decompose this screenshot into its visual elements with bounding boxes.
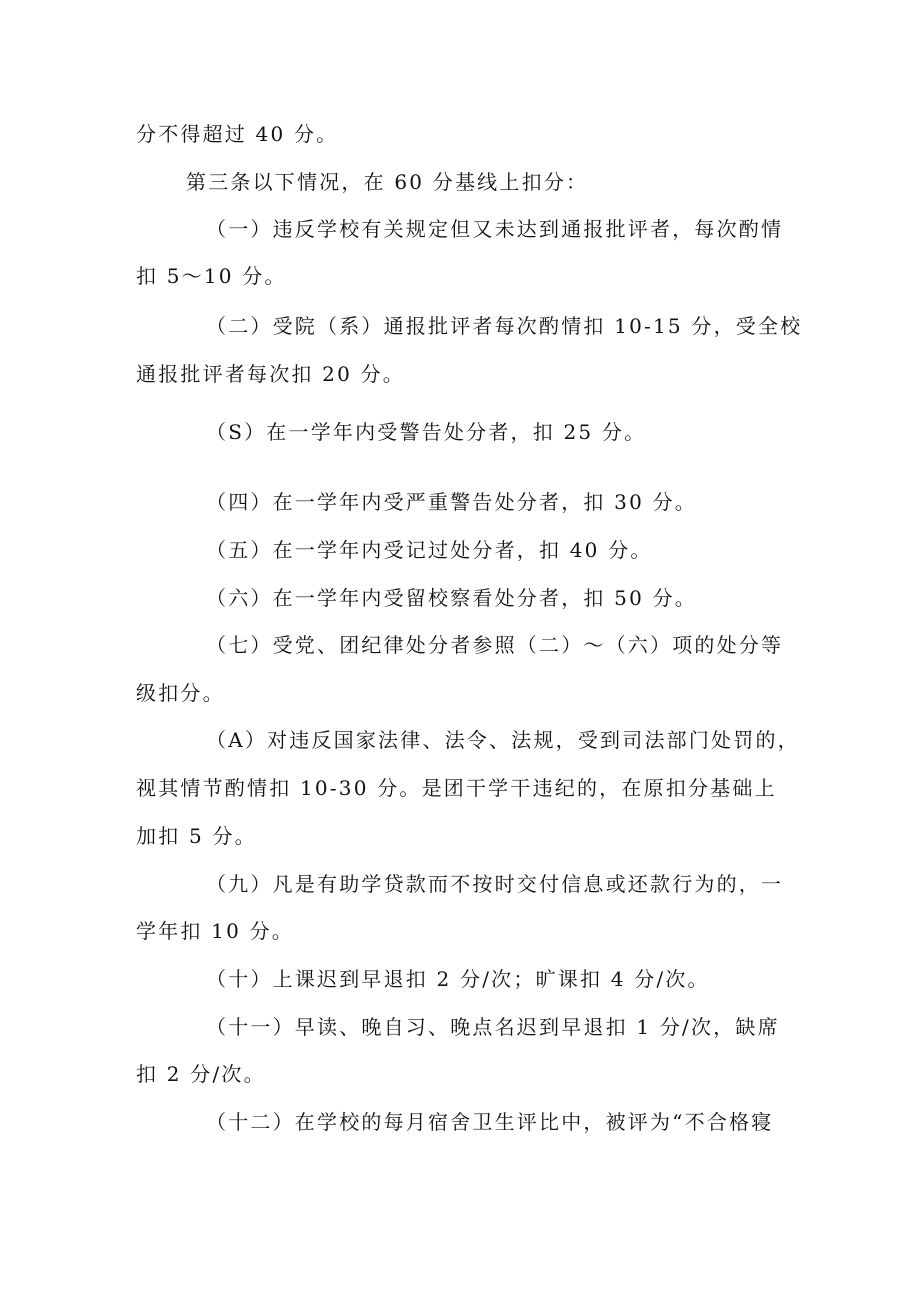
text-line: 学年扣 10 分。 — [136, 919, 294, 943]
text-line: 扣 2 分/次。 — [136, 1062, 266, 1086]
text-line: （十二）在学校的每月宿舍卫生评比中，被评为“不合格寝 — [206, 1110, 774, 1134]
text-line: 扣 5～10 分。 — [136, 264, 287, 288]
text-line: （一）违反学校有关规定但又未达到通报批评者，每次酌情 — [206, 217, 784, 241]
text-line: （十一）早读、晚自习、晚点名迟到早退扣 1 分/次，缺席 — [206, 1015, 780, 1039]
text-line: （五）在一学年内受记过处分者，扣 40 分。 — [206, 538, 653, 562]
text-line: 加扣 5 分。 — [136, 824, 257, 848]
text-line: （S）在一学年内受警告处分者，扣 25 分。 — [206, 420, 647, 444]
text-line: （A）对违反国家法律、法令、法规，受到司法部门处罚的， — [206, 728, 800, 752]
text-line: 视其情节酌情扣 10-30 分。是团干学干违纪的，在原扣分基础上 — [136, 776, 777, 800]
text-line: （十）上课迟到早退扣 2 分/次；旷课扣 4 分/次。 — [206, 967, 710, 991]
text-line: （二）受院（系）通报批评者每次酌情扣 10-15 分，受全校 — [206, 314, 803, 338]
text-line: （六）在一学年内受留校察看处分者，扣 50 分。 — [206, 586, 697, 610]
text-line: （九）凡是有助学贷款而不按时交付信息或还款行为的，一 — [206, 872, 784, 896]
text-line: 级扣分。 — [136, 681, 225, 705]
text-line: （七）受党、团纪律处分者参照（二）～（六）项的处分等 — [206, 633, 784, 657]
article-heading: 第三条以下情况，在 60 分基线上扣分： — [186, 170, 589, 194]
text-line: 通报批评者每次扣 20 分。 — [136, 362, 405, 386]
text-line: 分不得超过 40 分。 — [136, 122, 339, 146]
text-line: （四）在一学年内受严重警告处分者，扣 30 分。 — [206, 490, 697, 514]
